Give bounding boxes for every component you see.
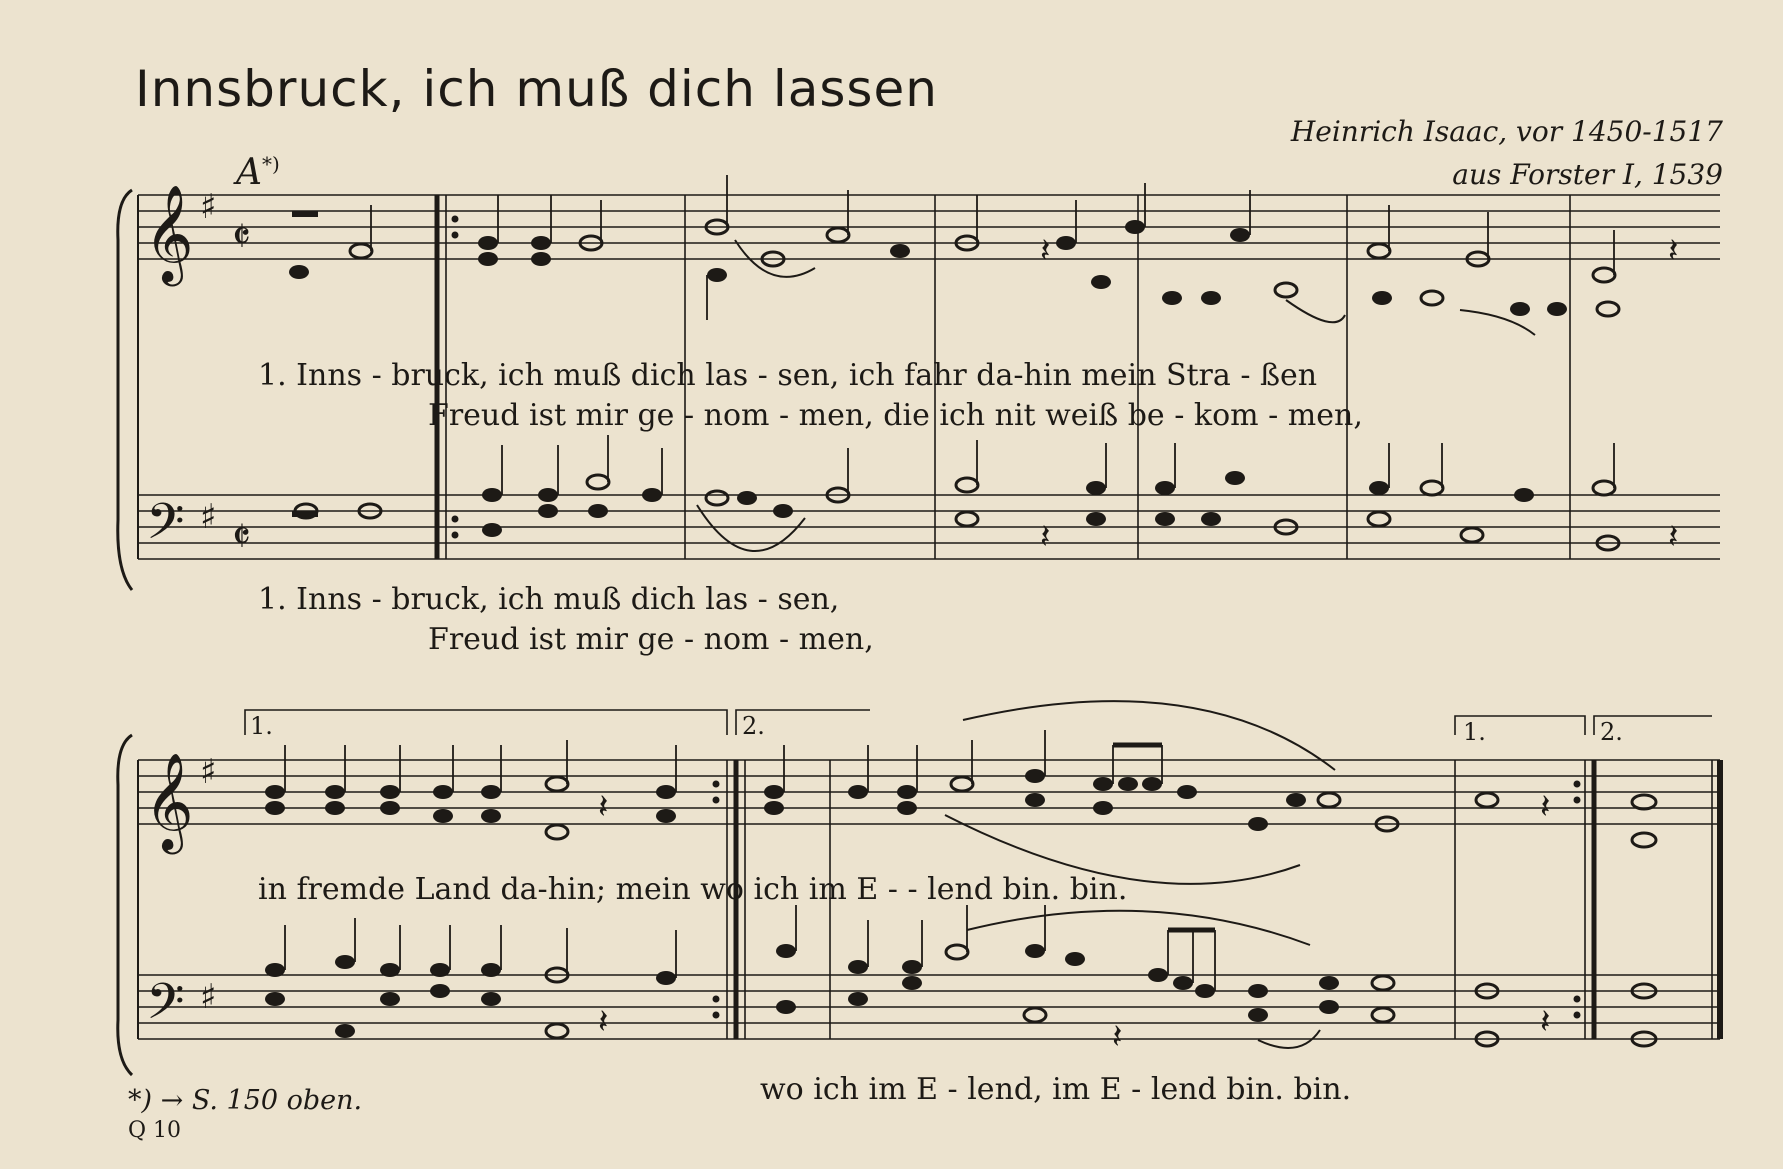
- lyrics-lower-verse1: 1. Inns - bruck, ich muß dich las - sen,: [258, 582, 840, 617]
- sharp-icon: ♯: [200, 977, 217, 1017]
- quarter-rest-icon: 𝄽: [598, 787, 609, 827]
- page-code: Q 10: [128, 1118, 182, 1143]
- footnote: *) → S. 150 oben.: [128, 1085, 363, 1116]
- noteheads-upper-1: [289, 220, 1619, 316]
- quarter-rest-icon: 𝄽: [1540, 1002, 1551, 1042]
- lyrics-upper-verse2: Freud ist mir ge - nom - men, die ich nit weiß be - kom - men,: [428, 398, 1363, 433]
- cut-time-icon: 𝄵: [232, 512, 251, 561]
- bass-clef-icon: 𝄢: [146, 493, 185, 563]
- bass-clef-icon: 𝄢: [146, 973, 185, 1043]
- quarter-rest-icon: 𝄽: [598, 1002, 609, 1042]
- lyrics-upper-system2: in fremde Land da-hin; mein wo ich im E - - lend bin. bin.: [258, 872, 1128, 907]
- lyrics-lower-system2: wo ich im E - lend, im E - lend bin. bin.: [760, 1072, 1352, 1107]
- noteheads-lower-2: [265, 944, 1656, 1046]
- sharp-icon: ♯: [200, 752, 217, 792]
- treble-clef-icon: 𝄞: [144, 752, 194, 850]
- first-ending-label: 1.: [250, 712, 273, 740]
- quarter-rest-icon: 𝄽: [1668, 231, 1679, 271]
- quarter-rest-icon: 𝄽: [1112, 1017, 1123, 1057]
- quarter-rest-icon: 𝄽: [1040, 231, 1051, 271]
- lyrics-upper-verse1: 1. Inns - bruck, ich muß dich las - sen, ich fahr da-hin mein Stra - ßen: [258, 358, 1318, 393]
- second-ending-label: 2.: [742, 712, 765, 740]
- section-marker: A*): [236, 152, 280, 193]
- lyrics-lower-verse2: Freud ist mir ge - nom - men,: [428, 622, 874, 657]
- quarter-rest-icon: 𝄽: [1668, 517, 1679, 557]
- half-rest-icon: [292, 511, 318, 517]
- source-line: aus Forster I, 1539: [1452, 158, 1723, 191]
- second-ending-label: 2.: [1600, 718, 1623, 746]
- treble-staff-1: [138, 195, 1720, 259]
- quarter-rest-icon: 𝄽: [1540, 787, 1551, 827]
- composer-line: Heinrich Isaac, vor 1450-1517: [1290, 115, 1723, 148]
- half-rest-icon: [292, 211, 318, 217]
- cut-time-icon: 𝄵: [232, 212, 251, 261]
- first-ending-label: 1.: [1463, 718, 1486, 746]
- treble-clef-icon: 𝄞: [144, 184, 194, 282]
- sharp-icon: ♯: [200, 497, 217, 537]
- sharp-icon: ♯: [200, 187, 217, 227]
- quarter-rest-icon: 𝄽: [1040, 517, 1051, 557]
- song-title: Innsbruck, ich muß dich lassen: [135, 60, 938, 118]
